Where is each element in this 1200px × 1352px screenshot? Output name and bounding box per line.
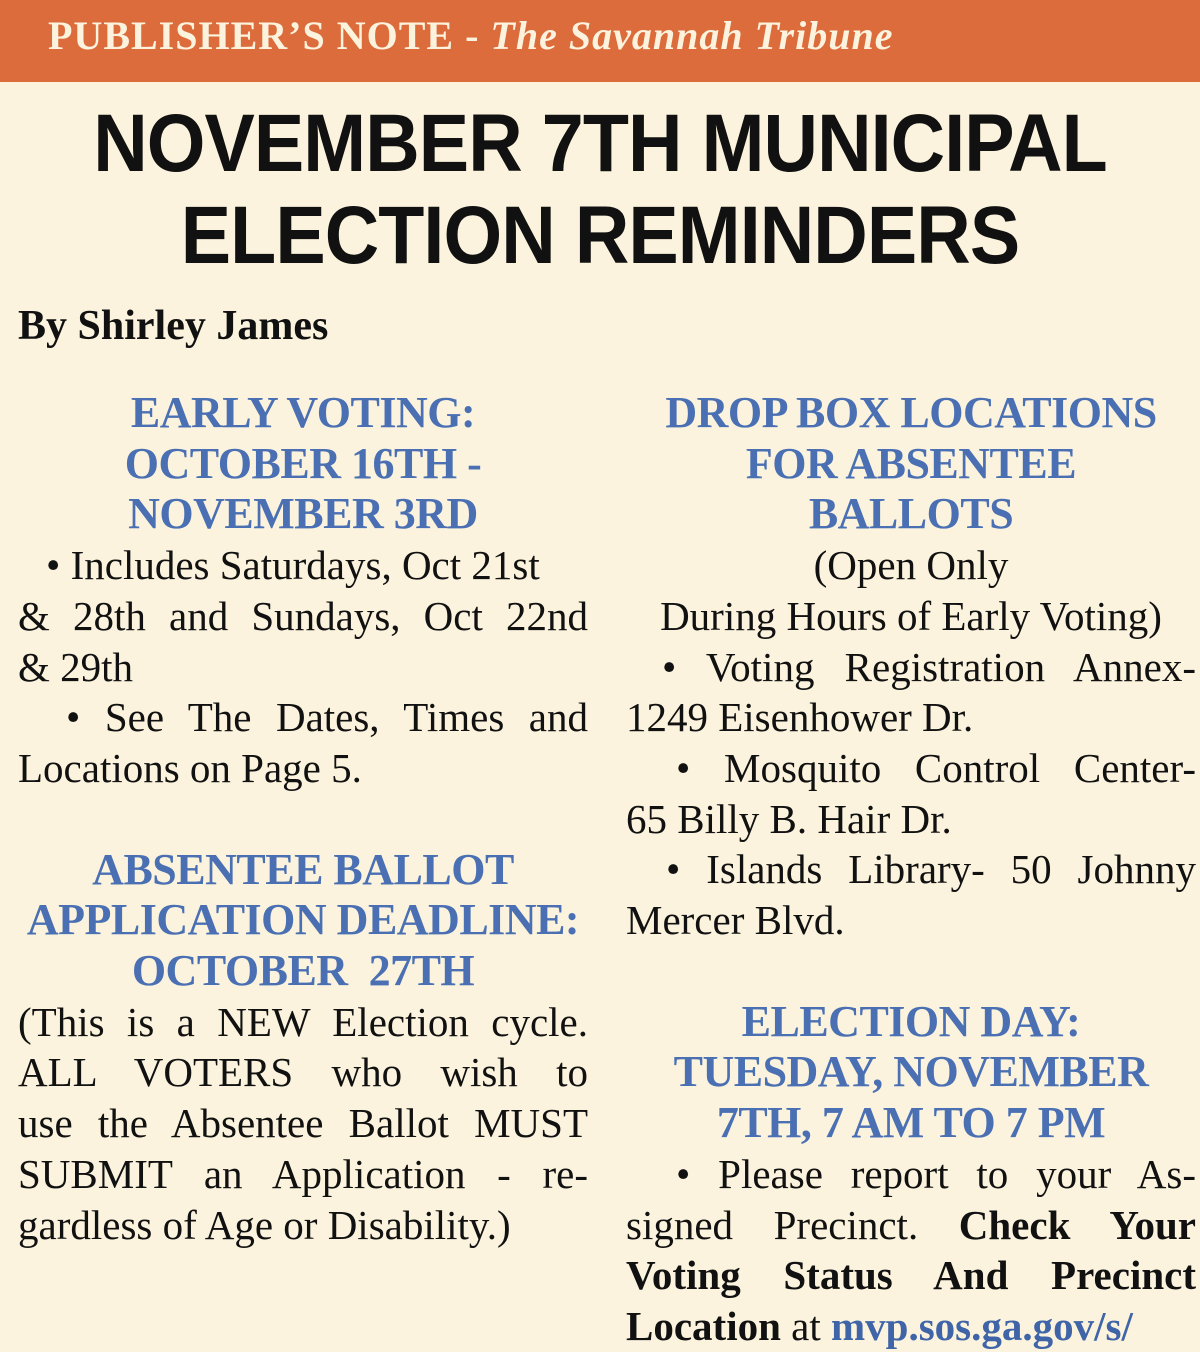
text-line: • Includes Saturdays, Oct 21st <box>46 542 540 589</box>
text-line: SUBMIT an Application - re- <box>18 1150 588 1197</box>
election-day-note <box>626 1149 1196 1352</box>
early-voting-heading-line: OCTOBER 16TH - <box>124 438 482 488</box>
election-day-heading-line: 7TH, 7 AM TO 7 PM <box>716 1098 1106 1148</box>
voting-status-bold: Voting Status And Precinct <box>626 1252 1196 1299</box>
text-line: Mercer Blvd. <box>626 897 845 944</box>
early-voting-heading-line: EARLY VOTING: <box>130 388 476 437</box>
early-voting-heading-line: NOVEMBER 3RD <box>128 489 478 539</box>
drop-box-heading-line <box>626 489 1196 590</box>
publisher-banner <box>0 0 1200 82</box>
text-line: • Islands Library- 50 Johnny <box>666 846 1196 893</box>
text-line: 1249 Eisenhower Dr. <box>626 694 974 741</box>
absentee-heading-line: OCTOBER 27TH <box>131 946 475 996</box>
text-line: (This is a NEW Election cycle. <box>18 998 588 1045</box>
absentee-note <box>18 997 588 1251</box>
text-line: & 28th and Sundays, Oct 22nd <box>18 592 588 639</box>
drop-box-heading <box>626 388 1196 591</box>
text-fragment: at <box>780 1302 831 1349</box>
text-line: 65 Billy B. Hair Dr. <box>626 795 952 842</box>
election-day-heading-line: ELECTION DAY: <box>741 996 1081 1046</box>
absentee-heading-line: APPLICATION DEADLINE: <box>26 895 580 945</box>
location-bold: Location <box>626 1302 781 1349</box>
drop-box-heading-line: DROP BOX LOCATIONS <box>665 388 1157 437</box>
drop-box-location-1 <box>626 642 1196 743</box>
voter-portal-link[interactable]: mvp.sos.ga.gov/s/ <box>831 1302 1133 1349</box>
text-line: Locations on Page 5. <box>18 744 362 791</box>
text-line: gardless of Age or Disability.) <box>18 1201 511 1248</box>
drop-box-location-3 <box>626 844 1196 945</box>
early-voting-bullet-schedule <box>18 692 588 793</box>
early-voting-heading <box>18 388 588 540</box>
text-line: & 29th <box>18 643 134 690</box>
text-line: • Voting Registration Annex- <box>662 643 1196 690</box>
text-line: • Please report to your As- <box>676 1150 1196 1197</box>
election-day-heading-line: TUESDAY, NOVEMBER <box>673 1047 1149 1097</box>
absentee-heading <box>18 845 588 997</box>
text-line: • See The Dates, Times and <box>66 694 588 741</box>
early-voting-bullet-weekends <box>18 540 588 692</box>
text-line <box>626 1301 1196 1352</box>
absentee-heading-line: ABSENTEE BALLOT <box>92 844 514 894</box>
headline-line-2: ELECTION REMINDERS <box>180 190 1020 281</box>
drop-box-heading-line: FOR ABSENTEE <box>745 438 1077 488</box>
drop-box-location-2 <box>626 743 1196 844</box>
drop-box-note: (Open Only <box>813 542 1009 589</box>
text-line <box>626 1200 1196 1251</box>
text-fragment: signed Precinct. <box>626 1201 959 1248</box>
headline <box>48 98 1152 282</box>
election-day-heading <box>626 997 1196 1149</box>
drop-box-note-line: During Hours of Early Voting) <box>660 592 1162 639</box>
right-column <box>626 388 1196 1352</box>
headline-line-1: NOVEMBER 7TH MUNICIPAL <box>93 98 1107 189</box>
left-column <box>18 388 588 1250</box>
text-line: • Mosquito Control Center- <box>676 744 1196 791</box>
check-status-bold: Check Your <box>958 1201 1196 1248</box>
banner-text <box>48 12 893 59</box>
drop-box-heading-ballots: BALLOTS <box>808 489 1014 539</box>
text-line: use the Absentee Ballot MUST <box>18 1100 588 1147</box>
banner-label: PUBLISHER’S NOTE - <box>48 13 491 58</box>
text-line: ALL VOTERS who wish to <box>18 1049 588 1096</box>
byline: By Shirley James <box>18 303 329 349</box>
publication-name: The Savannah Tribune <box>490 13 894 58</box>
